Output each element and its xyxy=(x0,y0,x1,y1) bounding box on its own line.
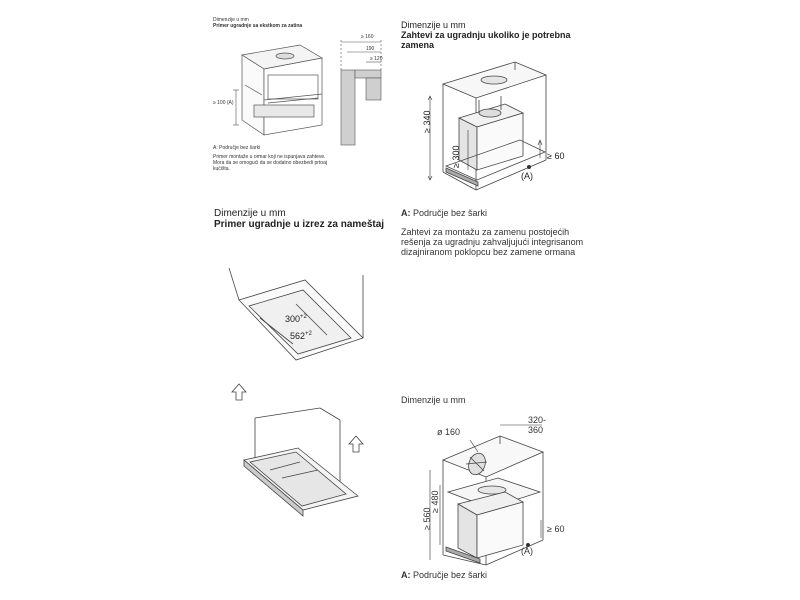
fig5-dim-160: ø 160 xyxy=(437,427,461,437)
fig3-title-line2: Primer ugradnje u izrez za nameštaj xyxy=(214,219,385,230)
fig5-dim-320: 320- xyxy=(528,415,547,425)
fig5-caption-a-text: Područje bez šarki xyxy=(410,570,488,580)
fig1-title-line1: Dimenzije u mm xyxy=(213,17,249,23)
fig2-caption-line3: dizajniranom poklopcu bez zamene ormana xyxy=(401,247,576,257)
fig1-dim-top2: 190 xyxy=(366,46,375,52)
fig2-title-line1: Dimenzije u mm xyxy=(401,20,466,30)
fig2-dim-60: ≥ 60 xyxy=(547,151,565,161)
fig2-title-line3: zamena xyxy=(401,40,435,50)
fig1-dim-left: ≥ 100 (A) xyxy=(213,100,234,106)
fig3-dim-300-value: 300 xyxy=(285,314,301,324)
fig1-caption-note1: Primer montaže u ormar koji ne ispunjava zahteve. xyxy=(213,154,326,160)
fig5-title: Dimenzije u mm xyxy=(401,395,466,405)
fig5-dim-60: ≥ 60 xyxy=(547,524,565,534)
fig2-caption-line2: rešenja za ugradnju zahvaljujući integrisanom xyxy=(401,237,584,247)
fig1-caption-note2: Mora da se omogući da se dodatno obezbedi prtoaj xyxy=(213,160,327,166)
fig2-label-a: (A) xyxy=(521,171,533,181)
fig5-label-a: (A) xyxy=(521,546,533,556)
fig1-dim-side: ≥ 120 xyxy=(370,56,383,62)
fig2-title-line2: Zahtevi za ugradnju ukoliko je potrebna xyxy=(401,30,571,40)
fig2-dim-300: ≥ 300 xyxy=(451,145,461,168)
fig3-title-line1: Dimenzije u mm xyxy=(214,208,286,219)
fig1-title-line2: Primer ugradnje sa ekstkom za zatina xyxy=(213,23,303,29)
fig5-caption-a xyxy=(401,570,487,580)
fig2-caption-a-label: A: xyxy=(401,208,411,218)
fig1-caption-note3: kućišta. xyxy=(213,166,230,172)
fig5-dim-480: ≥ 480 xyxy=(430,490,440,513)
fig5-dim-360: 360 xyxy=(528,425,544,435)
fig3-dim-562-sup: +2 xyxy=(305,331,312,337)
fig2-dim-340: ≥ 340 xyxy=(422,110,432,133)
fig3-dim-562-value: 562 xyxy=(290,331,306,341)
fig5-caption-a-label: A: xyxy=(401,570,411,580)
fig5-dim-320-360 xyxy=(528,415,546,435)
fig1-dim-top1: ≥ 160 xyxy=(361,34,374,40)
fig1-caption-a: A: Područje bez šarki xyxy=(213,145,261,151)
fig2-caption-line1: Zahtevi za montažu za zamenu postojećih xyxy=(401,227,570,237)
fig2-caption-a-text: Područje bez šarki xyxy=(410,208,488,218)
fig5-dim-560: ≥ 560 xyxy=(422,507,432,530)
fig3-dim-300-sup: +2 xyxy=(300,314,307,320)
